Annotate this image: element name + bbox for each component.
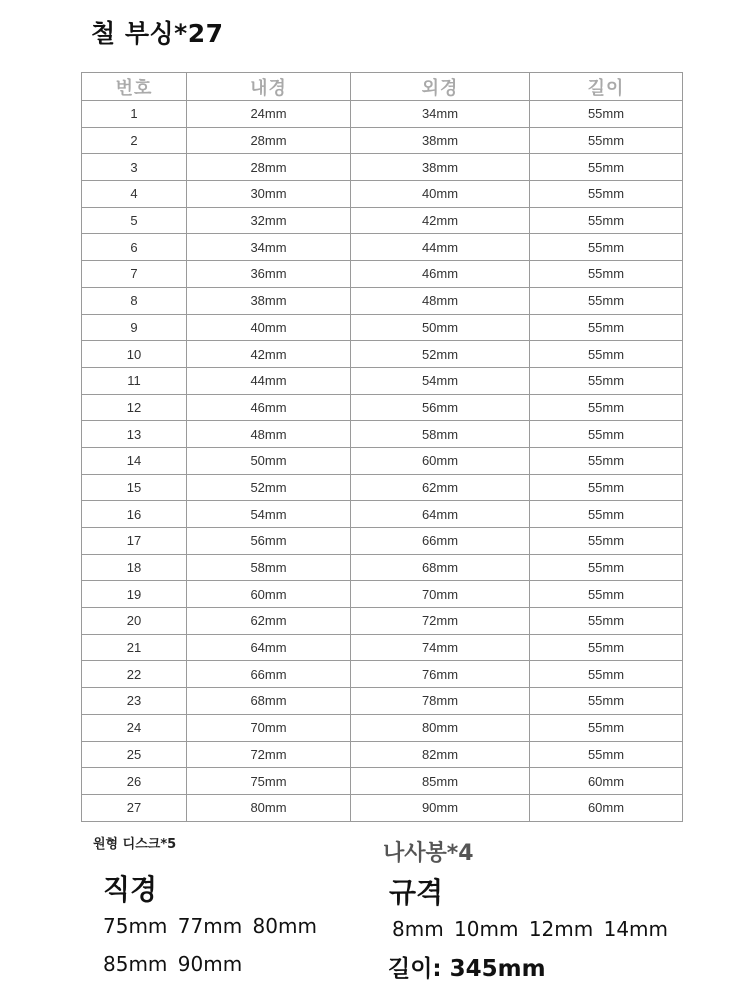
table-row bbox=[82, 794, 683, 821]
cell-length: 55mm bbox=[530, 581, 683, 608]
cell-outer-diameter: 74mm bbox=[351, 634, 530, 661]
cell-number: 23 bbox=[82, 688, 187, 715]
cell-number: 12 bbox=[82, 394, 187, 421]
table-row bbox=[82, 608, 683, 635]
cell-outer-diameter: 85mm bbox=[351, 768, 530, 795]
table-row bbox=[82, 688, 683, 715]
cell-length: 55mm bbox=[530, 367, 683, 394]
cell-length: 55mm bbox=[530, 421, 683, 448]
cell-outer-diameter: 34mm bbox=[351, 101, 530, 128]
cell-inner-diameter: 56mm bbox=[187, 528, 351, 555]
cell-number: 18 bbox=[82, 554, 187, 581]
cell-length: 55mm bbox=[530, 714, 683, 741]
cell-inner-diameter: 24mm bbox=[187, 101, 351, 128]
table-row bbox=[82, 554, 683, 581]
cell-outer-diameter: 64mm bbox=[351, 501, 530, 528]
disc-caption: 원형 디스크*5 bbox=[93, 837, 177, 852]
cell-inner-diameter: 46mm bbox=[187, 394, 351, 421]
cell-length: 55mm bbox=[530, 447, 683, 474]
cell-inner-diameter: 48mm bbox=[187, 421, 351, 448]
cell-length: 55mm bbox=[530, 341, 683, 368]
disc-heading: 직경 bbox=[103, 873, 158, 906]
cell-outer-diameter: 68mm bbox=[351, 554, 530, 581]
cell-inner-diameter: 72mm bbox=[187, 741, 351, 768]
table-row bbox=[82, 581, 683, 608]
cell-inner-diameter: 42mm bbox=[187, 341, 351, 368]
cell-number: 9 bbox=[82, 314, 187, 341]
table-row bbox=[82, 287, 683, 314]
cell-number: 2 bbox=[82, 127, 187, 154]
cell-number: 3 bbox=[82, 154, 187, 181]
cell-outer-diameter: 50mm bbox=[351, 314, 530, 341]
cell-inner-diameter: 36mm bbox=[187, 261, 351, 288]
table-row bbox=[82, 768, 683, 795]
cell-length: 55mm bbox=[530, 501, 683, 528]
cell-length: 60mm bbox=[530, 768, 683, 795]
table-row bbox=[82, 474, 683, 501]
table-header-row bbox=[82, 73, 683, 101]
cell-inner-diameter: 28mm bbox=[187, 154, 351, 181]
cell-outer-diameter: 90mm bbox=[351, 794, 530, 821]
cell-number: 4 bbox=[82, 181, 187, 208]
cell-length: 55mm bbox=[530, 528, 683, 555]
threaded-rod-caption: 나사봉*4 bbox=[383, 841, 474, 866]
threaded-rod-heading: 규격 bbox=[389, 876, 444, 909]
cell-number: 19 bbox=[82, 581, 187, 608]
table-body bbox=[82, 101, 683, 822]
disc-sizes-line2: 85mm 90mm bbox=[103, 952, 243, 976]
cell-length: 55mm bbox=[530, 661, 683, 688]
cell-number: 20 bbox=[82, 608, 187, 635]
cell-number: 21 bbox=[82, 634, 187, 661]
cell-length: 55mm bbox=[530, 608, 683, 635]
cell-outer-diameter: 82mm bbox=[351, 741, 530, 768]
cell-inner-diameter: 44mm bbox=[187, 367, 351, 394]
cell-number: 15 bbox=[82, 474, 187, 501]
threaded-rod-length: 길이: 345mm bbox=[388, 956, 546, 982]
cell-outer-diameter: 80mm bbox=[351, 714, 530, 741]
cell-inner-diameter: 50mm bbox=[187, 447, 351, 474]
cell-number: 1 bbox=[82, 101, 187, 128]
cell-inner-diameter: 54mm bbox=[187, 501, 351, 528]
cell-number: 26 bbox=[82, 768, 187, 795]
cell-outer-diameter: 78mm bbox=[351, 688, 530, 715]
cell-outer-diameter: 70mm bbox=[351, 581, 530, 608]
cell-outer-diameter: 46mm bbox=[351, 261, 530, 288]
table-row bbox=[82, 501, 683, 528]
cell-outer-diameter: 42mm bbox=[351, 207, 530, 234]
cell-outer-diameter: 60mm bbox=[351, 447, 530, 474]
cell-inner-diameter: 68mm bbox=[187, 688, 351, 715]
cell-length: 55mm bbox=[530, 287, 683, 314]
cell-length: 55mm bbox=[530, 154, 683, 181]
cell-number: 11 bbox=[82, 367, 187, 394]
table-row bbox=[82, 314, 683, 341]
cell-outer-diameter: 54mm bbox=[351, 367, 530, 394]
cell-inner-diameter: 70mm bbox=[187, 714, 351, 741]
cell-inner-diameter: 30mm bbox=[187, 181, 351, 208]
table-row bbox=[82, 154, 683, 181]
cell-number: 16 bbox=[82, 501, 187, 528]
cell-inner-diameter: 38mm bbox=[187, 287, 351, 314]
cell-number: 17 bbox=[82, 528, 187, 555]
header-inner-diameter: 내경 bbox=[187, 73, 351, 101]
cell-length: 55mm bbox=[530, 314, 683, 341]
cell-outer-diameter: 58mm bbox=[351, 421, 530, 448]
header-length: 길이 bbox=[530, 73, 683, 101]
cell-number: 10 bbox=[82, 341, 187, 368]
cell-length: 55mm bbox=[530, 474, 683, 501]
table-row bbox=[82, 181, 683, 208]
cell-inner-diameter: 34mm bbox=[187, 234, 351, 261]
cell-outer-diameter: 38mm bbox=[351, 127, 530, 154]
cell-length: 55mm bbox=[530, 207, 683, 234]
cell-inner-diameter: 60mm bbox=[187, 581, 351, 608]
cell-outer-diameter: 48mm bbox=[351, 287, 530, 314]
table-row bbox=[82, 634, 683, 661]
cell-length: 55mm bbox=[530, 234, 683, 261]
header-number: 번호 bbox=[82, 73, 187, 101]
cell-length: 55mm bbox=[530, 554, 683, 581]
cell-number: 5 bbox=[82, 207, 187, 234]
cell-inner-diameter: 62mm bbox=[187, 608, 351, 635]
cell-number: 24 bbox=[82, 714, 187, 741]
cell-length: 55mm bbox=[530, 741, 683, 768]
threaded-rod-sizes: 8mm 10mm 12mm 14mm bbox=[392, 917, 669, 941]
table-row bbox=[82, 528, 683, 555]
table-row bbox=[82, 714, 683, 741]
cell-outer-diameter: 66mm bbox=[351, 528, 530, 555]
table-row bbox=[82, 741, 683, 768]
page-title: 철 부싱*27 bbox=[91, 19, 224, 48]
table-row bbox=[82, 367, 683, 394]
cell-number: 8 bbox=[82, 287, 187, 314]
table-row bbox=[82, 447, 683, 474]
cell-number: 6 bbox=[82, 234, 187, 261]
cell-inner-diameter: 52mm bbox=[187, 474, 351, 501]
table-row bbox=[82, 341, 683, 368]
cell-length: 55mm bbox=[530, 688, 683, 715]
cell-inner-diameter: 40mm bbox=[187, 314, 351, 341]
table-row bbox=[82, 101, 683, 128]
disc-sizes-line1: 75mm 77mm 80mm bbox=[103, 914, 317, 938]
cell-outer-diameter: 56mm bbox=[351, 394, 530, 421]
cell-inner-diameter: 58mm bbox=[187, 554, 351, 581]
table-row bbox=[82, 127, 683, 154]
cell-number: 27 bbox=[82, 794, 187, 821]
cell-length: 55mm bbox=[530, 261, 683, 288]
cell-outer-diameter: 76mm bbox=[351, 661, 530, 688]
cell-number: 14 bbox=[82, 447, 187, 474]
cell-inner-diameter: 64mm bbox=[187, 634, 351, 661]
cell-length: 60mm bbox=[530, 794, 683, 821]
header-outer-diameter: 외경 bbox=[351, 73, 530, 101]
cell-number: 13 bbox=[82, 421, 187, 448]
bushing-spec-table bbox=[81, 72, 683, 822]
cell-length: 55mm bbox=[530, 634, 683, 661]
cell-outer-diameter: 52mm bbox=[351, 341, 530, 368]
cell-number: 25 bbox=[82, 741, 187, 768]
table-row bbox=[82, 261, 683, 288]
table-row bbox=[82, 234, 683, 261]
table-row bbox=[82, 394, 683, 421]
cell-number: 22 bbox=[82, 661, 187, 688]
cell-outer-diameter: 38mm bbox=[351, 154, 530, 181]
table-row bbox=[82, 661, 683, 688]
cell-inner-diameter: 28mm bbox=[187, 127, 351, 154]
cell-inner-diameter: 66mm bbox=[187, 661, 351, 688]
cell-inner-diameter: 32mm bbox=[187, 207, 351, 234]
cell-outer-diameter: 40mm bbox=[351, 181, 530, 208]
table-row bbox=[82, 421, 683, 448]
cell-outer-diameter: 72mm bbox=[351, 608, 530, 635]
table-row bbox=[82, 207, 683, 234]
cell-outer-diameter: 62mm bbox=[351, 474, 530, 501]
cell-inner-diameter: 75mm bbox=[187, 768, 351, 795]
cell-length: 55mm bbox=[530, 394, 683, 421]
cell-length: 55mm bbox=[530, 127, 683, 154]
cell-outer-diameter: 44mm bbox=[351, 234, 530, 261]
cell-number: 7 bbox=[82, 261, 187, 288]
cell-inner-diameter: 80mm bbox=[187, 794, 351, 821]
cell-length: 55mm bbox=[530, 101, 683, 128]
cell-length: 55mm bbox=[530, 181, 683, 208]
